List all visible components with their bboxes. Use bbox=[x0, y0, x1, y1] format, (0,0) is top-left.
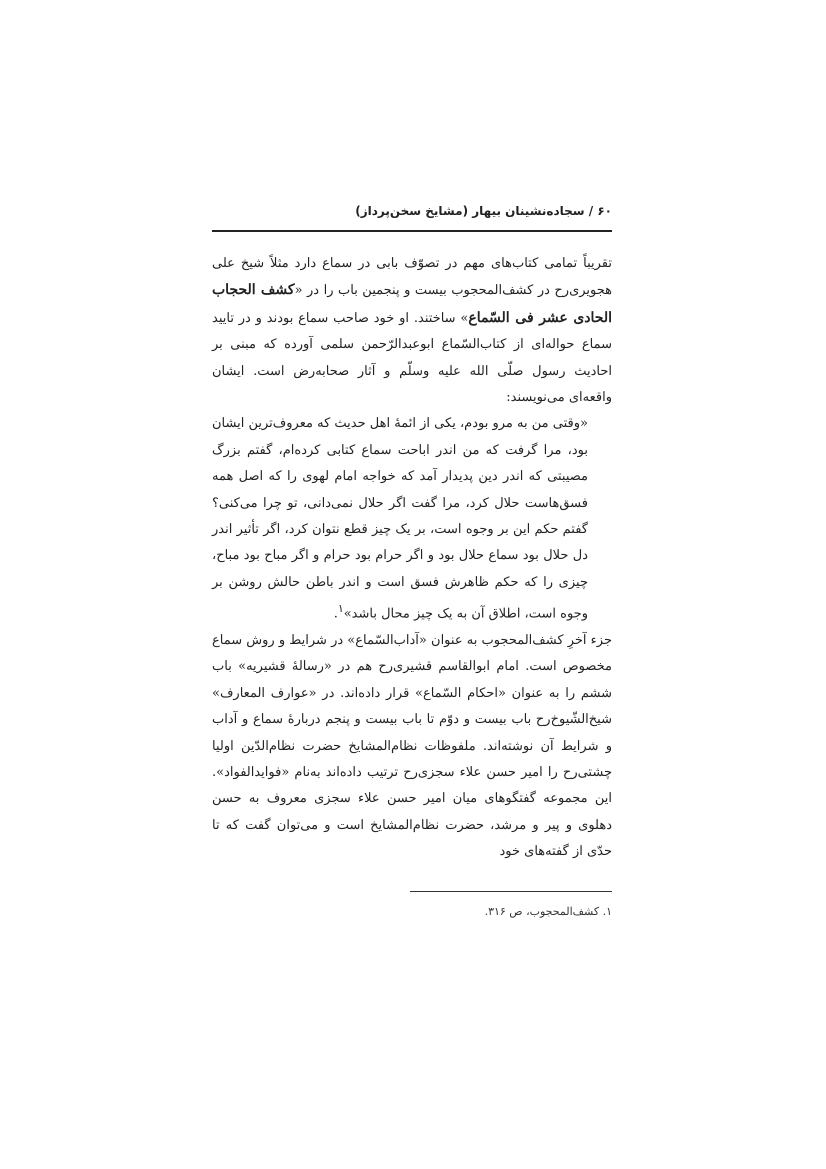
quote-paragraph: «وقتی من به مرو بودم، یکی از ائمهٔ اهل حدیث که معروف‌ترین ایشان بود، مرا گرفت که من اندر اباحت سماع کتابی کرده‌ام، گفتم بزرگ مصیبتی که اندر دین پدیدار آمد که خواجه امام لهوی را که اصل همه فسق‌هاست حلال کرد، مرا گفت اگر حلال نمی‌دانی، تو چرا می‌کنی؟ گفتم حکم این بر وجوه است، بر یک چیز قطع نتوان کرد، اگر تأثیر اندر دل حلال بود سماع حلال بود و اگر حرام بود حرام و اگر مباح بود مباح، چیزی را که حکم ظاهرش فسق است و اندر باطن حالش روشن بر وجوه است، اطلاق آن به یک چیز محال باشد»$^۱$. bbox=[212, 416, 588, 622]
intro-paragraph bbox=[212, 251, 612, 411]
header-rule bbox=[212, 230, 612, 232]
intro-text-1: تقریباً تمامی کتاب‌های مهم در تصوّف بابی در سماع دارد مثلاً شیخ علی هجویری‌رح در کشف‌المحجوب بیست و پنجمین باب را در « bbox=[212, 256, 612, 299]
footnote: ۱. کشف‌المحجوب، ص ۳۱۶. bbox=[484, 905, 612, 918]
footnote-rule bbox=[410, 891, 612, 892]
intro-text-2: » ساختند. او خود صاحب سماع بودند و در تایید سماع حواله‌ای از کتاب‌السّماع ابوعبدالرّحمن سلمی آورده که مبنی بر احادیث رسول صلّی الله علیه وسلّم و آثار صحابه‌رض است. ایشان واقعه‌ای می‌نویسند: bbox=[212, 310, 612, 406]
quote-text: «وقتی من به مرو بودم، یکی از ائمهٔ اهل حدیث که معروف‌ترین ایشان بود، مرا گرفت که من اندر اباحت سماع کتابی کرده‌ام، گفتم بزرگ مصیبتی که اندر دین پدیدار آمد که خواجه امام لهوی را که اصل همه فسق‌هاست حلال کرد، مرا گفت اگر حلال نمی‌دانی، تو چرا می‌کنی؟ گفتم حکم این بر وجوه است، بر یک چیز قطع نتوان کرد، اگر تأثیر اندر دل حلال بود سماع حلال بود و اگر حرام بود حرام و اگر مباح بود مباح، چیزی را که حکم ظاهرش فسق است و اندر باطن حالش روشن بر وجوه است، اطلاق آن به یک چیز محال باشد» bbox=[212, 416, 588, 622]
footnote-ref: ۱ bbox=[337, 602, 344, 616]
main-text bbox=[212, 251, 612, 866]
closing-paragraph: جزء آخرِ کشف‌المحجوب به عنوان «آداب‌السّماع» در شرایط و روش سماع مخصوص است. امام ابوالقاسم قشیری‌رح هم در «رسالهٔ قشیریه» باب ششم را به عنوان «احکام السّماع» قرار داده‌اند. در «عوارف المعارف» شیخ‌الشّیوخ‌رح باب بیست و دوّم تا باب بیست و پنجم دربارهٔ سماع و آداب و شرایط آن نوشته‌اند. ملفوظات نظام‌المشایخ حضرت نظام‌الدّین اولیا چشتی‌رح را امیر حسن علاء سجزی‌رح ترتیب داده‌اند به‌نام «فوایدالفواد». این مجموعه گفتگوهای میان امیر حسن علاء سجزی معروف به حسن دهلوی و پیر و مرشد، حضرت نظام‌المشایخ است و می‌توان گفت که تا حدّی از گفته‌های خود bbox=[212, 633, 612, 860]
running-header: ۶۰ / سجاده‌نشینان بیهار (مشایخ سخن‌پرداز) bbox=[355, 204, 612, 218]
chapter-title-bold: کشف الحجاب الحادی عشر فی السّماع bbox=[212, 282, 612, 326]
